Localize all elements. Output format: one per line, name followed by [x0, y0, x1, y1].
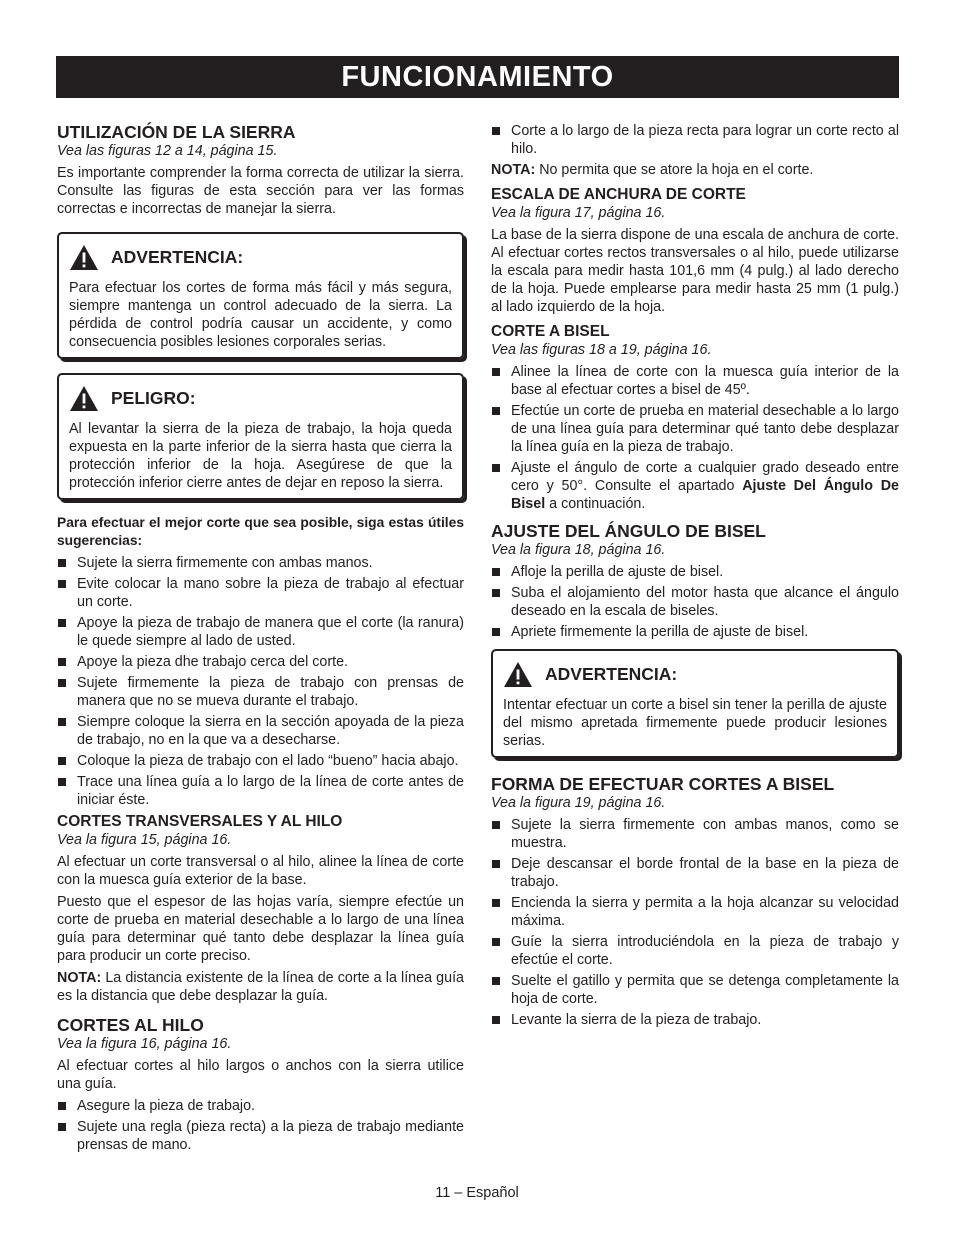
danger-title: PELIGRO: — [111, 388, 196, 408]
list-item: Suba el alojamiento del motor hasta que alcance el ángulo deseado en la escala de biseles. — [491, 584, 899, 620]
list-item: Suelte el gatillo y permita que se detenga completamente la hoja de corte. — [491, 972, 899, 1008]
section-heading: AJUSTE DEL ÁNGULO DE BISEL — [491, 521, 766, 541]
cross-reference: Ajuste Del Ángulo De Bisel — [511, 478, 899, 512]
figure-reference: Vea la figura 19, página 16. — [491, 795, 666, 811]
warning-box — [491, 649, 899, 758]
steps-list — [491, 816, 899, 1029]
paragraph: Es importante comprender la forma correcta de utilizar la sierra. Consulte las figuras de esta sección para ver las formas correctas e incorrectas de manejar la sierra. — [57, 165, 464, 217]
list-item: Deje descansar el borde frontal de la base en la pieza de trabajo. — [491, 855, 899, 891]
list-item: Levante la sierra de la pieza de trabajo. — [491, 1011, 899, 1029]
list-item: Guíe la sierra introduciéndola en la pieza de trabajo y efectúe el corte. — [491, 933, 899, 969]
section-heading: ESCALA DE ANCHURA DE CORTE — [491, 186, 746, 203]
list-item: Evite colocar la mano sobre la pieza de trabajo al efectuar un corte. — [57, 575, 464, 611]
list-item: Afloje la perilla de ajuste de bisel. — [491, 563, 899, 581]
figure-reference: Vea la figura 18, página 16. — [491, 542, 666, 558]
note — [57, 969, 464, 1005]
danger-box — [57, 373, 464, 500]
section-heading: CORTE A BISEL — [491, 323, 610, 340]
steps-list — [491, 122, 899, 158]
list-item: Siempre coloque la sierra en la sección apoyada de la pieza de trabajo, no en la que va a desecharse. — [57, 713, 464, 749]
left-column — [57, 122, 464, 1157]
note — [491, 161, 899, 179]
figure-reference: Vea las figuras 18 a 19, página 16. — [491, 342, 712, 358]
list-item-text: a continuación. — [545, 496, 646, 512]
figure-reference: Vea la figura 15, página 16. — [57, 832, 232, 848]
list-item: Sujete firmemente la pieza de trabajo con prensas de manera que no se mueva durante el trabajo. — [57, 674, 464, 710]
danger-text: Al levantar la sierra de la pieza de trabajo, la hoja queda expuesta en la parte inferior de la sierra hasta que cierra la protección inferior de la hoja. Asegúrese de que la protección inferior cierre antes de dejar en reposo la sierra. — [69, 421, 452, 491]
warning-text: Intentar efectuar un corte a bisel sin tener la perilla de ajuste del mismo apretada firmemente puede producir lesiones serias. — [503, 697, 887, 749]
figure-reference: Vea la figura 17, página 16. — [491, 205, 666, 221]
steps-list — [491, 363, 899, 513]
paragraph: Al efectuar cortes al hilo largos o anchos con la sierra utilice una guía. — [57, 1058, 464, 1092]
tips-intro: Para efectuar el mejor corte que sea posible, siga estas útiles sugerencias: — [57, 515, 464, 548]
list-item: Sujete la sierra firmemente con ambas manos, como se muestra. — [491, 816, 899, 852]
warning-text: Para efectuar los cortes de forma más fácil y más segura, siempre mantenga un control adecuado de la sierra. La pérdida de control podría causar un accidente, y como consecuencia posibles lesiones corporales serias. — [69, 280, 452, 350]
list-item: Encienda la sierra y permita a la hoja alcanzar su velocidad máxima. — [491, 894, 899, 930]
figure-reference: Vea la figura 16, página 16. — [57, 1036, 232, 1052]
steps-list — [491, 563, 899, 641]
warning-box — [57, 232, 464, 359]
note-text: La distancia existente de la línea de corte a la línea guía es la distancia que debe desplazar la guía. — [57, 970, 464, 1004]
warning-title: ADVERTENCIA: — [111, 247, 244, 267]
tips-list — [57, 554, 464, 809]
section-heading: CORTES AL HILO — [57, 1015, 204, 1035]
page-footer: 11 – Español — [435, 1185, 519, 1201]
note-label: NOTA: — [491, 162, 536, 178]
section-heading: FORMA DE EFECTUAR CORTES A BISEL — [491, 774, 835, 794]
figure-reference: Vea las figuras 12 a 14, página 15. — [57, 143, 278, 159]
list-item — [491, 459, 899, 513]
warning-triangle-icon — [69, 244, 99, 271]
list-item: Sujete la sierra firmemente con ambas manos. — [57, 554, 464, 572]
warning-triangle-icon — [69, 385, 99, 412]
list-item: Apoye la pieza de trabajo de manera que el corte (la ranura) le quede siempre al lado de usted. — [57, 614, 464, 650]
list-item: Asegure la pieza de trabajo. — [57, 1097, 464, 1115]
list-item: Apoye la pieza dhe trabajo cerca del corte. — [57, 653, 464, 671]
paragraph: Al efectuar un corte transversal o al hilo, alinee la línea de corte con la muesca guía exterior de la base. — [57, 854, 464, 888]
paragraph: La base de la sierra dispone de una escala de anchura de corte. Al efectuar cortes rectos transversales o al hilo, puede utilizarse la escala para medir hasta 101,6 mm (4 pulg.) al lado derecho de la hoja. Puede emplearse para medir hasta 25 mm (1 pulg.) al lado izquierdo de la hoja. — [491, 227, 899, 315]
list-item: Sujete una regla (pieza recta) a la pieza de trabajo mediante prensas de mano. — [57, 1118, 464, 1154]
section-heading: CORTES TRANSVERSALES Y AL HILO — [57, 813, 343, 830]
warning-title: ADVERTENCIA: — [545, 664, 678, 684]
warning-triangle-icon — [503, 661, 533, 688]
list-item: Corte a lo largo de la pieza recta para lograr un corte recto al hilo. — [491, 122, 899, 158]
section-heading: UTILIZACIÓN DE LA SIERRA — [57, 122, 296, 142]
paragraph: Puesto que el espesor de las hojas varía, siempre efectúe un corte de prueba en material desechable a lo largo de una línea guía para determinar qué tanto debe desplazar la línea guía para producir un corte preciso. — [57, 894, 464, 964]
list-item: Apriete firmemente la perilla de ajuste de bisel. — [491, 623, 899, 641]
right-column — [491, 122, 899, 1032]
list-item-text: Ajuste el ángulo de corte a cualquier grado deseado entre cero y 50°. Consulte el apartado — [511, 460, 899, 494]
list-item: Alinee la línea de corte con la muesca guía interior de la base al efectuar cortes a bisel de 45º. — [491, 363, 899, 399]
page-title: FUNCIONAMIENTO — [56, 56, 899, 98]
note-text: No permita que se atore la hoja en el corte. — [539, 162, 814, 178]
list-item: Efectúe un corte de prueba en material desechable a lo largo de una línea guía para determinar qué tanto debe desplazar la línea guía en la pieza de trabajo. — [491, 402, 899, 456]
steps-list — [57, 1097, 464, 1154]
list-item: Trace una línea guía a lo largo de la línea de corte antes de iniciar éste. — [57, 773, 464, 809]
list-item: Coloque la pieza de trabajo con el lado “bueno” hacia abajo. — [57, 752, 464, 770]
note-label: NOTA: — [57, 970, 102, 986]
